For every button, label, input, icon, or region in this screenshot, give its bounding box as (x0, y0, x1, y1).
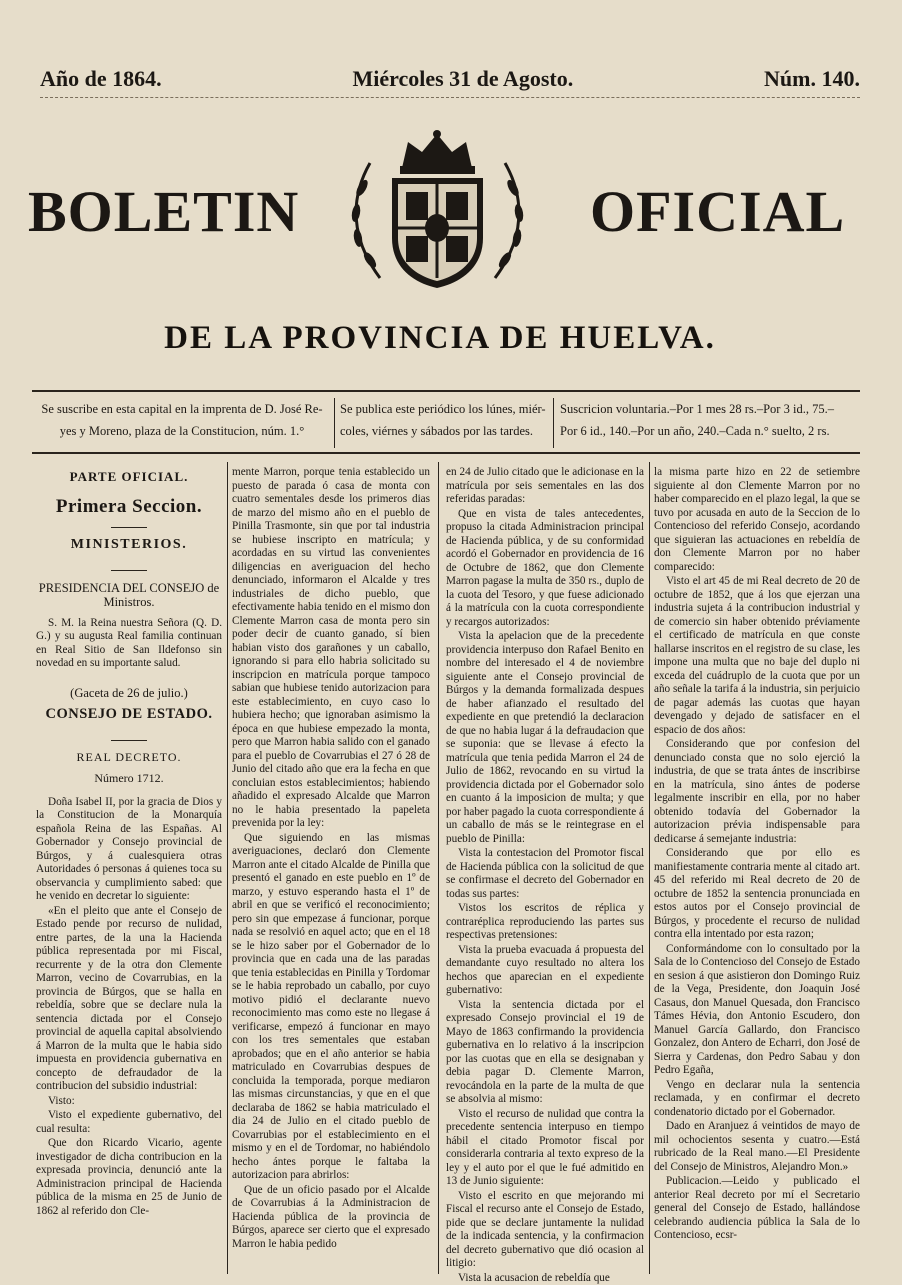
paragraph: S. M. la Reina nuestra Señora (Q. D. G.) y su augusta Real familia continuan en Real Sitio de San Ildefonso sin novedad en su importante salud. (36, 617, 222, 671)
masthead-title-left: BOLETIN (28, 178, 299, 245)
paragraph: Visto el escrito en que mejorando mi Fiscal el recurso ante el Consejo de Estado, pide que se declare juntamente la nulidad de la indicada sentencia, y la confirmacion del decreto gubernativo que dió ocasion al litigio: (446, 1190, 644, 1271)
column-divider-1 (227, 462, 228, 1274)
paragraph: Vista la acusacion de rebeldía que (446, 1272, 644, 1285)
separator (111, 740, 147, 741)
info-rule-bottom (32, 452, 860, 454)
paragraph: Visto el expediente gubernativo, del cual resulta: (36, 1109, 222, 1136)
issue-number: Núm. 140. (764, 66, 860, 92)
paragraph: Conformándome con lo consultado por la Sala de lo Contencioso del Consejo de Estado en sesion á que asistieron don Domingo Ruiz de la Vega, Presidente, don Joaquin José Casaus, don Manuel Quesada, don Francisco Támes Hévia, don Antonio Escudero, don Manuel García Gallardo, don Francisco Gonzalez, don Antero de Echarri, don José de Sierra y Cardenas, don Pedro Sabau y don Pedro Egaña, (654, 943, 860, 1078)
section-parte-oficial: PARTE OFICIAL. (36, 470, 222, 484)
subscription-line-1: Se suscribe en esta capital en la imprenta de D. José Re- (32, 398, 332, 420)
dateline (40, 62, 860, 96)
paragraph: Que siguiendo en las mismas averiguaciones, declaró don Clemente Marron ante el citado Alcalde de Pinilla que presentó el ganado en este pueblo en 1º de marzo, y estuvo esperando hasta el 1º de abril en que se verificó el reconocimiento; pero sin que empezase á funcionar, porque nada se resolvió en aquel acto; que en el 18 se le hizo saber por el Gobernador de lo provincia que en cada una de las paradas que tenia establecidas en Pinilla y Tordomar se le habia reprobado un caballo, por cuyo motivo pidió el declarante nuevo reconocimiento mas como este no llegase á verificarse, empezó á funcionar en mayo con los tres sementales que estaban aprobados; que en el año anterior se habia matriculado en Covarrubias despues de concluida la temporada, porque mediaron las mismas circunstancias, y que en el que declaraba de 1862 se habia matriculado el dia 24 de Julio en el citado pueblo de Covarrubias por el establecimiento en el mismo y en el de Tordomar, no habiéndolo hecho ántes porque le faltaba la autorizacion para abrirlos: (232, 832, 430, 1183)
paragraph: Visto el art 45 de mi Real decreto de 20 de octubre de 1852, que á los que ejerzan una industria sujeta á la contribucion industrial y de comercio sin haber obtenido préviamente el certificado de matrícula en que conste hallarse inscritos en el registro de su clase, les impone una multa que no baje del duplo ni exceda del cuádruplo de la cuota que por un año señale la tarifa á la industria, sin perjuicio de pagar además las cuotas que hayan devengado y dejado de satisfacer en el espacio de dos años: (654, 575, 860, 737)
publication-schedule (340, 398, 548, 448)
section-presidencia: PRESIDENCIA DEL CONSEJO de Ministros. (36, 581, 222, 609)
section-ministerios: MINISTERIOS. (36, 538, 222, 552)
column-divider-3 (649, 462, 650, 1274)
paragraph: Dado en Aranjuez á veintidos de mayo de mil ochocientos sesenta y cuatro.—Está rubricado de la Real mano.—El Presidente del Consejo de Ministros, Alejandro Mon.» (654, 1120, 860, 1174)
masthead-subtitle: DE LA PROVINCIA DE HUELVA. (90, 320, 790, 357)
dateline-rule (40, 97, 860, 101)
paragraph: Visto el recurso de nulidad que contra la precedente sentencia interpuso en tiempo hábil el citado Promotor fiscal por considerarla contraria al texto expreso de la ley y el auto por el que le fué admitido en 13 de Junio siguiente: (446, 1108, 644, 1189)
price-line-1: Suscricion voluntaria.–Por 1 mes 28 rs.–Por 3 id., 75.– (560, 398, 860, 420)
separator (111, 570, 147, 571)
info-divider-1 (334, 398, 335, 448)
paragraph: Vista la contestacion del Promotor fiscal de Hacienda pública con la solicitud de que se confirmase el decreto del Gobernador en todas sus partes: (446, 847, 644, 901)
info-divider-2 (553, 398, 554, 448)
paragraph: Que de un oficio pasado por el Alcalde de Covarrubias á la Administracion de Hacienda pública de la provincia de Búrgos, aparece ser cierto que el expresado Marron le habia pedido (232, 1184, 430, 1252)
coat-of-arms-emblem (340, 128, 535, 293)
info-rule-top (32, 390, 860, 392)
paragraph: Vistos los escritos de réplica y contraréplica reproduciendo las partes sus respectivas pretensiones: (446, 902, 644, 943)
schedule-line-1: Se publica este periódico los lúnes, miér- (340, 398, 548, 420)
paragraph: Vista la apelacion que de la precedente providencia interpuso don Rafael Benito en nombre del interesado el 4 de noviembre siguiente ante el Consejo provincial de Búrgos y la demanda formalizada despues de haber afianzado el resultado del expediente en que pretendió la declaracion de que no habia lugar á la defraudacion que se suponia: que se llevase á efecto la matrícula que tenia pedida Marron el 24 de Julio de 1862, revocando en su virtud la providencia dictada por el Gobernador solo en cuanto á la imposicion de multa; y que por haber pagado la cuota correspondiente á un caballo de más se le reintegrase en el pueblo de Pinilla: (446, 630, 644, 846)
masthead-title-right: OFICIAL (590, 178, 845, 245)
section-primera-seccion: Primera Seccion. (36, 500, 222, 514)
section-consejo-estado: CONSEJO DE ESTADO. (36, 708, 222, 722)
paragraph: Visto: (36, 1095, 222, 1109)
paragraph: en 24 de Julio citado que le adicionase en la matrícula por seis sementales en las dos referidas paradas: (446, 466, 644, 507)
price-line-2: Por 6 id., 140.–Por un año, 240.–Cada n.° suelto, 2 rs. (560, 420, 860, 442)
paragraph: Considerando que por confesion del denunciado consta que no solo ejerció la industria, de que se trata ántes de inscribirse en la matrícula, sino ántes de poderse legalmente inscribir en ella, por no haber obtenido todavía del Gobernador la autorizacion prévia indispensable para dedicarse á semejante industria: (654, 738, 860, 846)
paragraph: Vengo en declarar nula la sentencia reclamada, y en confirmar el decreto condenatorio dictado por el Gobernador. (654, 1079, 860, 1120)
real-decreto-heading: REAL DECRETO. (36, 751, 222, 765)
decree-number: Número 1712. (36, 772, 222, 786)
column-4 (654, 466, 860, 1274)
subscription-place (32, 398, 332, 448)
date-label: Miércoles 31 de Agosto. (352, 66, 573, 92)
paragraph: Que don Ricardo Vicario, agente investigador de dicha contribucion en la expresada provincia, denunció ante la Administracion principal de Hacienda pública de la misma en 25 de Junio de 1862 al referido don Cle- (36, 1137, 222, 1218)
paragraph: «En el pleito que ante el Consejo de Estado pende por recurso de nulidad, entre partes, de la una la Hacienda pública representada por mi Fiscal, recurrente y de la otra don Clemente Marron, vecino de Covarrubias, en la provincia de Búrgos, que se halla en rebeldía, sobre que se declare nula la sentencia dictada por el Consejo provincial de aquella capital absolviendo á Marron de la multa que le habia sido impuesta en providencia gubernativa en concepto de defraudador de la contribucion del subsidio industrial: (36, 905, 222, 1094)
separator (111, 527, 147, 528)
paragraph: Doña Isabel II, por la gracia de Dios y la Constitucion de la Monarquía española Reina de las Españas. Al Gobernador y Consejo provincial de Búrgos, y á cualesquiera otras Autoridades ó personas á quienes toca su observancia y cumplimiento sabed: que he venido en decretar lo siguiente: (36, 796, 222, 904)
paragraph: Vista la sentencia dictada por el expresado Consejo provincial el 19 de Mayo de 1863 confirmando la providencia gubernativa en lo relativo á la inscripcion por las cuotas que en ella se designaban y debia pagar D. Clemente Marron, revocándola en la parte de la multa de que se absolvia al mismo: (446, 999, 644, 1107)
paragraph: Publicacion.—Leido y publicado el anterior Real decreto por mí el Secretario general del Consejo de Estado, hallándose celebrando audiencia pública la Sala de lo Contencioso, ecsr- (654, 1175, 860, 1243)
subscription-line-2: yes y Moreno, plaza de la Constitucion, núm. 1.° (32, 420, 332, 442)
paragraph: Vista la prueba evacuada á propuesta del demandante cuyo resultado no altera los hechos que aparecian en el expediente gubernativo: (446, 944, 644, 998)
paragraph: Que en vista de tales antecedentes, propuso la citada Administracion principal de Hacienda pública, y de su conformidad acordó el Gobernador en providencia de 16 de Octubre de 1862, que don Clemente Marron pagase la multa de 350 rs., duplo de la cuota del Tesoro, y que fuese adicionado á la matrícula con la cuota correspondiente y recargos autorizados: (446, 508, 644, 630)
gaceta-reference: (Gaceta de 26 de julio.) (36, 687, 222, 701)
column-divider-2 (438, 462, 439, 1274)
column-1 (36, 466, 222, 1274)
schedule-line-2: coles, viérnes y sábados por las tardes. (340, 420, 548, 442)
paragraph: Considerando que por ello es manifiestamente contraria mente al citado art. 45 del referido mi Real decreto de 20 de octubre de 1852 la sentencia pronunciada en estos autos por el Consejo provincial de Búrgos, y procedente el recurso de nulidad contra ella intentado por esta razon; (654, 847, 860, 942)
year-label: Año de 1864. (40, 66, 162, 92)
column-2 (232, 466, 430, 1274)
paragraph: la misma parte hizo en 22 de setiembre siguiente al don Clemente Marron por no haber comparecido en el plazo legal, la que se tuvo por acusada en auto de la Seccion de lo Contencioso del referido Consejo, acordando que siguieran las actuaciones en rebeldía de don Clemente Marron por no haber comparecido: (654, 466, 860, 574)
paragraph: mente Marron, porque tenia establecido un puesto de parada ó casa de monta con cuatro sementales desde los primeros dias de marzo del mismo año en el pueblo de Pinilla Trasmonte, sin que por tal industria se hubiese inscripto en matrícula; y acordadas en su virtud las convenientes diligencias en averiguacion del hecho denunciado, informaron el Alcalde y tres industriales de dicho pueblo, que efectivamente habia tenido en el mismo don Clemente Marron casa de monta pero sin poder decir de cuanto ganado, sí bien habian visto dos garañones y un caballo, ignorando si para ello habria solicitado su inscripcion en matrícula porque tampoco sabian que hubiese tenido autorizacion para este establecimiento, en cuyo caso lo hubiera hecho; que ignoraban asimismo la época en que hubiese empezado la monta, pero que Marron habia salido con el ganado para el pueblo de Covarrubias el 27 ó 28 de Junio del citado año que era la fecha en que concluian estos establecimientos; habiendo añadido el expresado Alcalde que Marron no le habia presentado la papeleta prevenida por la ley: (232, 466, 430, 831)
column-3 (446, 466, 644, 1274)
subscription-prices (560, 398, 860, 448)
